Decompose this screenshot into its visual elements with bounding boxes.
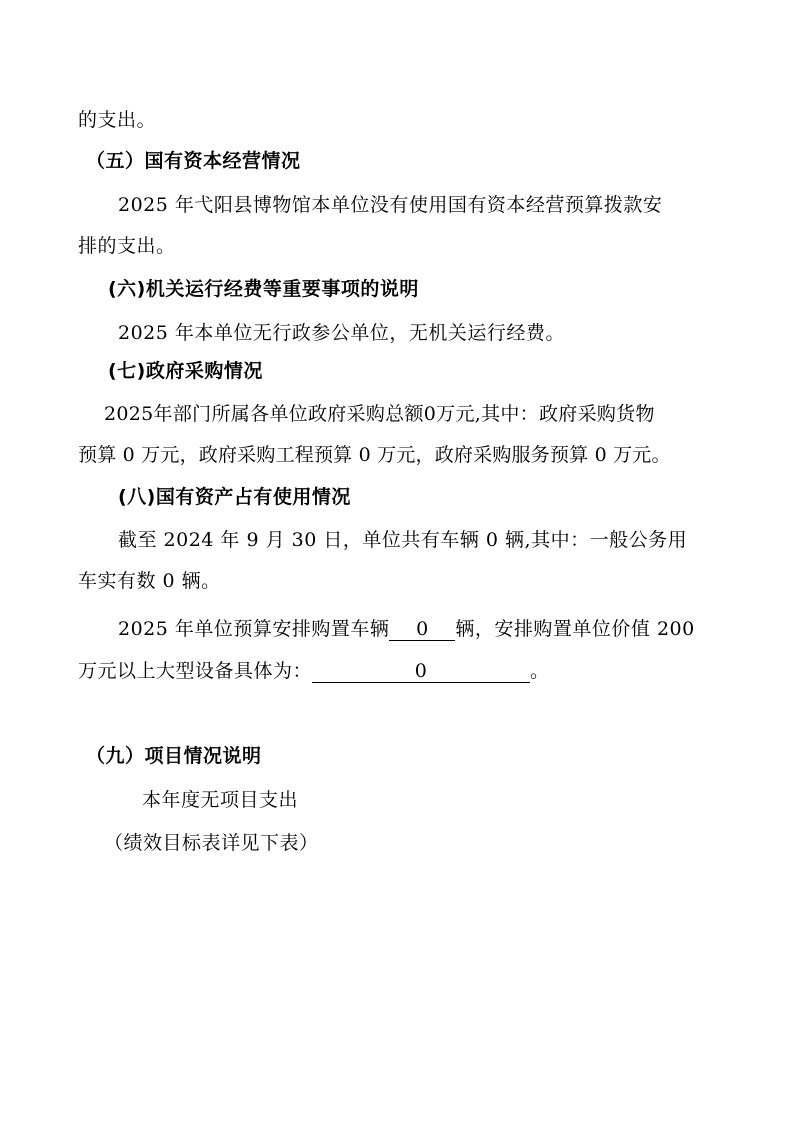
section-7-line-1: 2025年部门所属各单位政府采购总额0万元,其中：政府采购货物 [104,403,655,425]
section-7-heading: (七)政府采购情况 [108,360,263,382]
section-5-line-1: 2025 年弋阳县博物馆本单位没有使用国有资本经营预算拨款安 [118,194,663,216]
equipment-blank: 0 [312,660,530,683]
vehicles-suffix: 辆，安排购置单位价值 200 [455,618,695,640]
section-6-line-1: 2025 年本单位无行政参公单位，无机关运行经费。 [118,322,565,344]
section-8-line-4 [78,659,550,683]
vehicles-prefix: 2025 年单位预算安排购置车辆 [118,618,390,640]
section-9-line-2: （绩效目标表详见下表） [104,832,319,854]
section-8-line-3 [118,617,695,641]
section-8-heading: (八)国有资产占有使用情况 [118,486,351,508]
section-8-line-2: 车实有数 0 辆。 [78,570,221,592]
carryover-text: 的支出。 [78,109,157,131]
section-7-line-2: 预算 0 万元，政府采购工程预算 0 万元，政府采购服务预算 0 万元。 [78,444,671,466]
section-5-heading: （五）国有资本经营情况 [86,150,301,172]
equipment-suffix: 。 [530,660,550,682]
section-9-heading: （九）项目情况说明 [86,745,262,767]
section-9-line-1: 本年度无项目支出 [142,789,299,811]
section-8-line-1: 截至 2024 年 9 月 30 日，单位共有车辆 0 辆,其中：一般公务用 [118,529,688,551]
section-6-heading: (六)机关运行经费等重要事项的说明 [108,278,419,300]
vehicles-count-blank: 0 [389,618,455,641]
equipment-prefix: 万元以上大型设备具体为： [78,660,313,682]
section-5-line-2: 排的支出。 [78,235,176,257]
